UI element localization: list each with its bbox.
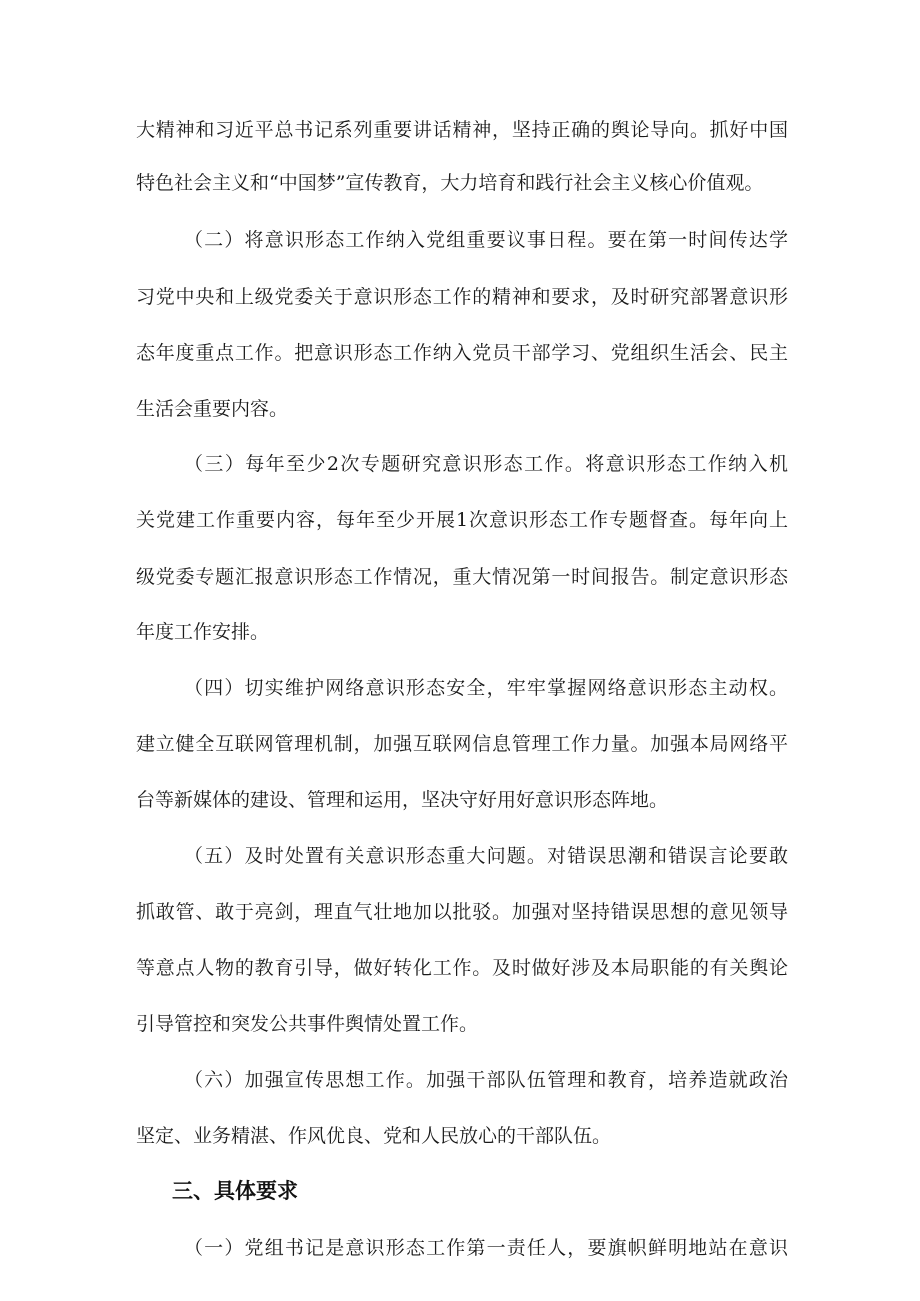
- paragraph-line: 关党建工作重要内容，每年至少开展1次意识形态工作专题督查。每年向上: [136, 509, 788, 531]
- paragraph-line: 等意点人物的教育引导，做好转化工作。及时做好涉及本局职能的有关舆论: [136, 957, 788, 979]
- paragraph-line: （二）将意识形态工作纳入党组重要议事日程。要在第一时间传达学: [184, 229, 788, 251]
- paragraph-line: 大精神和习近平总书记系列重要讲话精神，坚持正确的舆论导向。抓好中国: [136, 119, 788, 141]
- paragraph-line: 建立健全互联网管理机制，加强互联网信息管理工作力量。加强本局网络平: [136, 733, 788, 755]
- paragraph-line: （三）每年至少2次专题研究意识形态工作。将意识形态工作纳入机: [184, 453, 788, 475]
- paragraph-line: 引导管控和突发公共事件舆情处置工作。: [136, 1013, 479, 1035]
- paragraph-line: 特色社会主义和“中国梦”宣传教育，大力培育和践行社会主义核心价值观。: [136, 172, 764, 194]
- paragraph-line: 抓敢管、敢于亮剑，理直气壮地加以批驳。加强对坚持错误思想的意见领导: [136, 901, 788, 923]
- paragraph-line: 级党委专题汇报意识形态工作情况，重大情况第一时间报告。制定意识形态: [136, 566, 788, 588]
- paragraph-line: （四）切实维护网络意识形态安全，牢牢掌握网络意识形态主动权。: [184, 677, 788, 699]
- paragraph-line: （一）党组书记是意识形态工作第一责任人，要旗帜鲜明地站在意识: [184, 1237, 788, 1259]
- paragraph-line: 生活会重要内容。: [136, 398, 289, 420]
- paragraph-line: （五）及时处置有关意识形态重大问题。对错误思潮和错误言论要敢: [184, 845, 788, 867]
- paragraph-line: 台等新媒体的建设、管理和运用，坚决守好用好意识形态阵地。: [136, 789, 669, 811]
- section-heading: 三、具体要求: [172, 1179, 298, 1203]
- paragraph-line: 态年度重点工作。把意识形态工作纳入党员干部学习、党组织生活会、民主: [136, 342, 788, 364]
- paragraph-line: 习党中央和上级党委关于意识形态工作的精神和要求，及时研究部署意识形: [136, 286, 788, 308]
- paragraph-line: 坚定、业务精湛、作风优良、党和人民放心的干部队伍。: [136, 1125, 612, 1147]
- paragraph-line: 年度工作安排。: [136, 621, 270, 643]
- paragraph-line: （六）加强宣传思想工作。加强干部队伍管理和教育，培养造就政治: [184, 1069, 788, 1091]
